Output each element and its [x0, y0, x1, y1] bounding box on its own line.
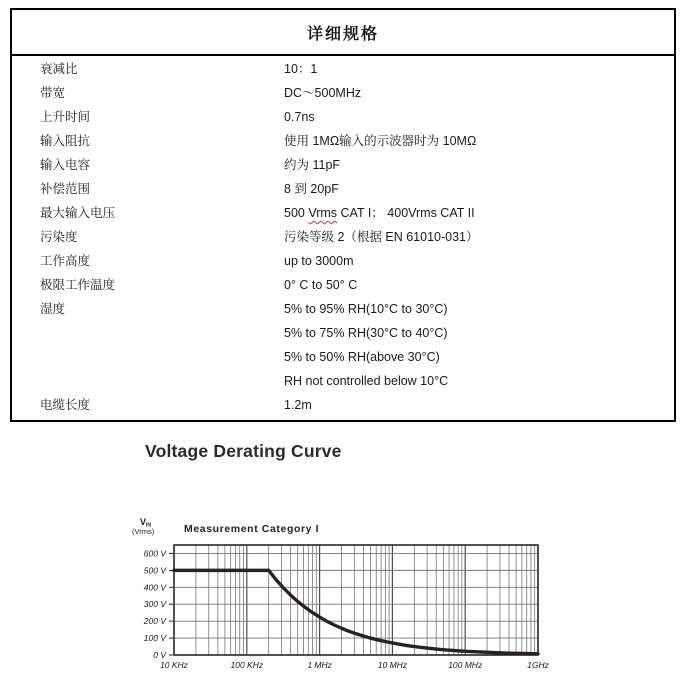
spec-label: 输入电容	[40, 158, 91, 172]
spec-label: 输入阻抗	[40, 134, 91, 148]
y-tick-label: 200 V	[143, 616, 166, 627]
spec-value: 10：1	[284, 62, 318, 76]
spec-label	[12, 321, 284, 345]
spellcheck-underline: Vrms	[308, 206, 338, 220]
y-tick-label: 600 V	[143, 548, 166, 559]
spec-table-body	[12, 56, 674, 420]
chart-canvas	[118, 502, 578, 684]
table-row	[12, 105, 674, 129]
y-axis-unit-label: (Vrms)	[132, 527, 155, 536]
spec-label: 工作高度	[40, 254, 91, 268]
spec-value: 使用 1MΩ输入的示波器时为 10MΩ	[284, 134, 477, 148]
spec-label: 污染度	[40, 230, 78, 244]
table-row	[12, 201, 674, 225]
y-axis-label: VIN	[140, 517, 152, 529]
table-row	[12, 345, 674, 369]
spec-label: 电缆长度	[40, 398, 91, 412]
spec-value: 5% to 95% RH(10°C to 30°C)	[284, 302, 448, 316]
spec-label: 极限工作温度	[40, 278, 116, 292]
spec-label: 衰减比	[40, 62, 78, 76]
section-heading: Voltage Derating Curve	[145, 441, 342, 461]
table-row	[12, 57, 674, 81]
table-row	[12, 273, 674, 297]
spec-label: 补偿范围	[40, 182, 91, 196]
x-tick-label: 1GHz	[527, 660, 549, 670]
spec-value: RH not controlled below 10°C	[284, 374, 449, 388]
y-tick-label: 300 V	[143, 599, 166, 610]
table-row	[12, 225, 674, 249]
y-tick-label: 100 V	[143, 633, 166, 644]
derating-curve	[174, 570, 538, 653]
spec-label: 带宽	[40, 86, 66, 100]
spec-value: 污染等级 2（根据 EN 61010-031）	[284, 230, 479, 244]
y-tick-label: 400 V	[143, 582, 166, 593]
table-row	[12, 177, 674, 201]
table-row	[12, 153, 674, 177]
spec-value: 500 Vrms CAT I； 400Vrms CAT II	[284, 206, 475, 220]
spec-value: 8 到 20pF	[284, 182, 339, 196]
chart-title: Measurement Category I	[184, 523, 320, 535]
x-tick-label: 10 MHz	[377, 660, 408, 670]
spec-label	[12, 369, 284, 393]
table-row	[12, 249, 674, 273]
x-tick-label: 10 KHz	[160, 660, 188, 670]
spec-value: 5% to 50% RH(above 30°C)	[284, 350, 440, 364]
x-tick-label: 100 KHz	[230, 660, 264, 670]
spec-table	[10, 8, 676, 422]
spec-label: 上升时间	[40, 110, 91, 124]
y-tick-label: 500 V	[143, 565, 166, 576]
spec-label: 湿度	[40, 302, 66, 316]
spec-table-title: 详细规格	[12, 10, 674, 56]
x-tick-label: 100 MHz	[448, 660, 483, 670]
spec-label	[12, 345, 284, 369]
table-row	[12, 393, 674, 417]
spec-value: 5% to 75% RH(30°C to 40°C)	[284, 326, 448, 340]
table-row	[12, 321, 674, 345]
spec-value: 0° C to 50° C	[284, 278, 358, 292]
spec-value: 0.7ns	[284, 110, 315, 124]
spec-value: DC～500MHz	[284, 86, 362, 100]
table-row	[12, 369, 674, 393]
x-tick-label: 1 MHz	[307, 660, 332, 670]
voltage-derating-chart	[118, 502, 578, 684]
table-row	[12, 297, 674, 321]
y-tick-label: 0 V	[153, 650, 166, 660]
table-row	[12, 81, 674, 105]
spec-label: 最大输入电压	[40, 206, 116, 220]
spec-value: 1.2m	[284, 398, 312, 412]
spec-value: 约为 11pF	[284, 158, 341, 172]
spec-value: up to 3000m	[284, 254, 354, 268]
table-row	[12, 129, 674, 153]
